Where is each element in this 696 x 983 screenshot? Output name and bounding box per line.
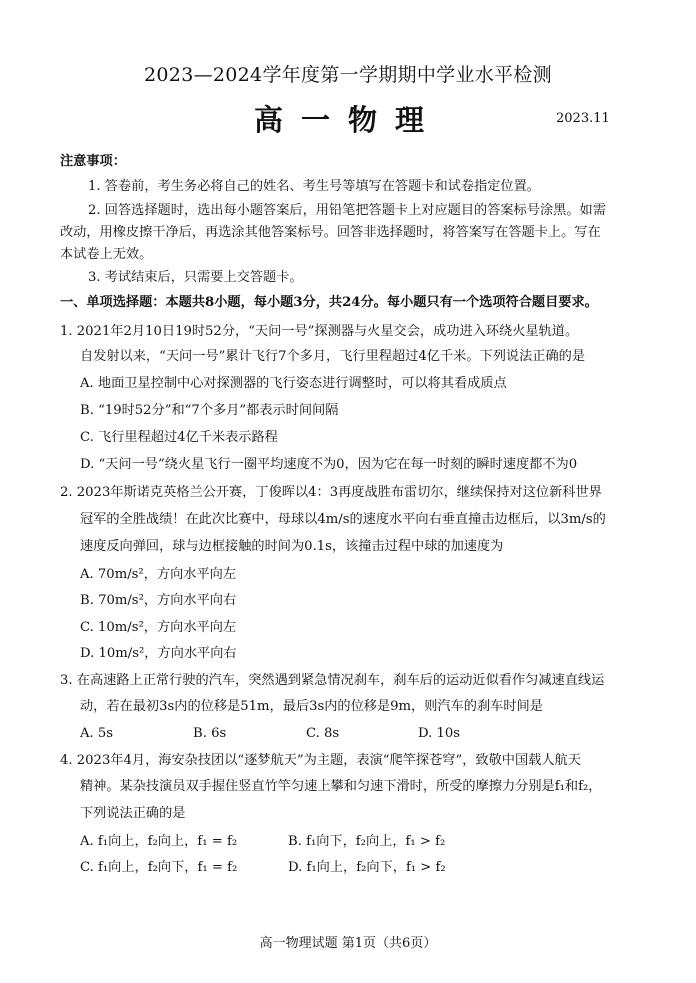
q1-stem: 自发射以来，“天问一号”累计飞行7个多月，飞行里程超过4亿千米。下列说法正确的是 [80,349,586,364]
q1-option-a: A. 地面卫星控制中心对探测器的飞行姿态进行调整时，可以将其看成质点 [80,376,507,391]
q4-option-c: C. f₁向上，f₂向下，f₁ = f₂ [80,860,238,875]
q2-option-b: B. 70m/s²，方向水平向右 [80,593,237,608]
q2-option-d: D. 10m/s²，方向水平向右 [80,646,237,661]
q4-option-b: B. f₁向下，f₂向上，f₁ > f₂ [288,834,446,849]
q1-stem: 1. 2021年2月10日19时52分，“天问一号”探测器与火星交会，成功进入环绕火星轨道。 [60,324,579,339]
q3-option-c: C. 8s [306,726,340,741]
q3-option-a: A. 5s [80,726,114,741]
q2-stem: 2. 2023年斯诺克英格兰公开赛，丁俊晖以4：3再度战胜布雷切尔，继续保持对这位新科世界 [60,485,602,500]
notes-item: 1. 答卷前，考生务必将自己的姓名、考生号等填写在答题卡和试卷指定位置。 [88,179,540,194]
q1-option-d: D. “天问一号”绕火星飞行一圈平均速度不为0，因为它在每一时刻的瞬时速度都不为0 [80,457,578,472]
notes-label: 注意事项： [60,154,126,169]
q1-option-c: C. 飞行里程超过4亿千米表示路程 [80,430,278,445]
q2-option-a: A. 70m/s²，方向水平向左 [80,567,237,582]
section-heading: 一、单项选择题：本题共8小题，每小题3分，共24分。每小题只有一个选项符合题目要求。 [60,295,598,310]
q4-stem: 4. 2023年4月，海安杂技团以“逐梦航天”为主题，表演“爬竿探苍穹”，致敬中国载人航天 [60,753,581,768]
q4-option-d: D. f₁向上，f₂向下，f₁ > f₂ [288,860,446,875]
q2-stem: 冠军的全胜战绩！在此次比赛中，母球以4m/s的速度水平向右垂直撞击边框后，以3m/s的 [80,512,606,527]
q4-stem: 下列说法正确的是 [80,806,186,821]
q3-stem: 3. 在高速路上正常行驶的汽车，突然遇到紧急情况刹车，刹车后的运动近似看作匀减速直线运 [60,673,605,688]
q3-option-b: B. 6s [193,726,227,741]
exam-date: 2023.11 [556,111,610,126]
q1-option-b: B. “19时52分”和“7个多月”都表示时间间隔 [80,403,339,418]
notes-item: 本试卷上无效。 [60,247,153,262]
q2-stem: 速度反向弹回，球与边框接触的时间为0.1s，该撞击过程中球的加速度为 [80,539,504,554]
exam-title: 2023—2024学年度第一学期期中学业水平检测 [144,64,552,86]
q4-option-a: A. f₁向上，f₂向上，f₁ = f₂ [80,834,238,849]
subject-title: 高一物理 [253,103,442,137]
notes-item: 2. 回答选择题时，选出每小题答案后，用铅笔把答题卡上对应题目的答案标号涂黑。如需 [88,203,606,218]
notes-item: 3. 考试结束后，只需要上交答题卡。 [88,270,303,285]
q3-stem: 动，若在最初3s内的位移是51m，最后3s内的位移是9m，则汽车的刹车时间是 [80,699,543,714]
page-footer: 高一物理试题 第1页（共6页） [259,936,437,951]
notes-item: 改动，用橡皮擦干净后，再选涂其他答案标号。回答非选择题时，将答案写在答题卡上。写在 [60,225,601,240]
q3-option-d: D. 10s [418,726,461,741]
q4-stem: 精神。某杂技演员双手握住竖直竹竿匀速上攀和匀速下滑时，所受的摩擦力分别是f₁和f₂， [80,779,602,794]
q2-option-c: C. 10m/s²，方向水平向左 [80,620,237,635]
